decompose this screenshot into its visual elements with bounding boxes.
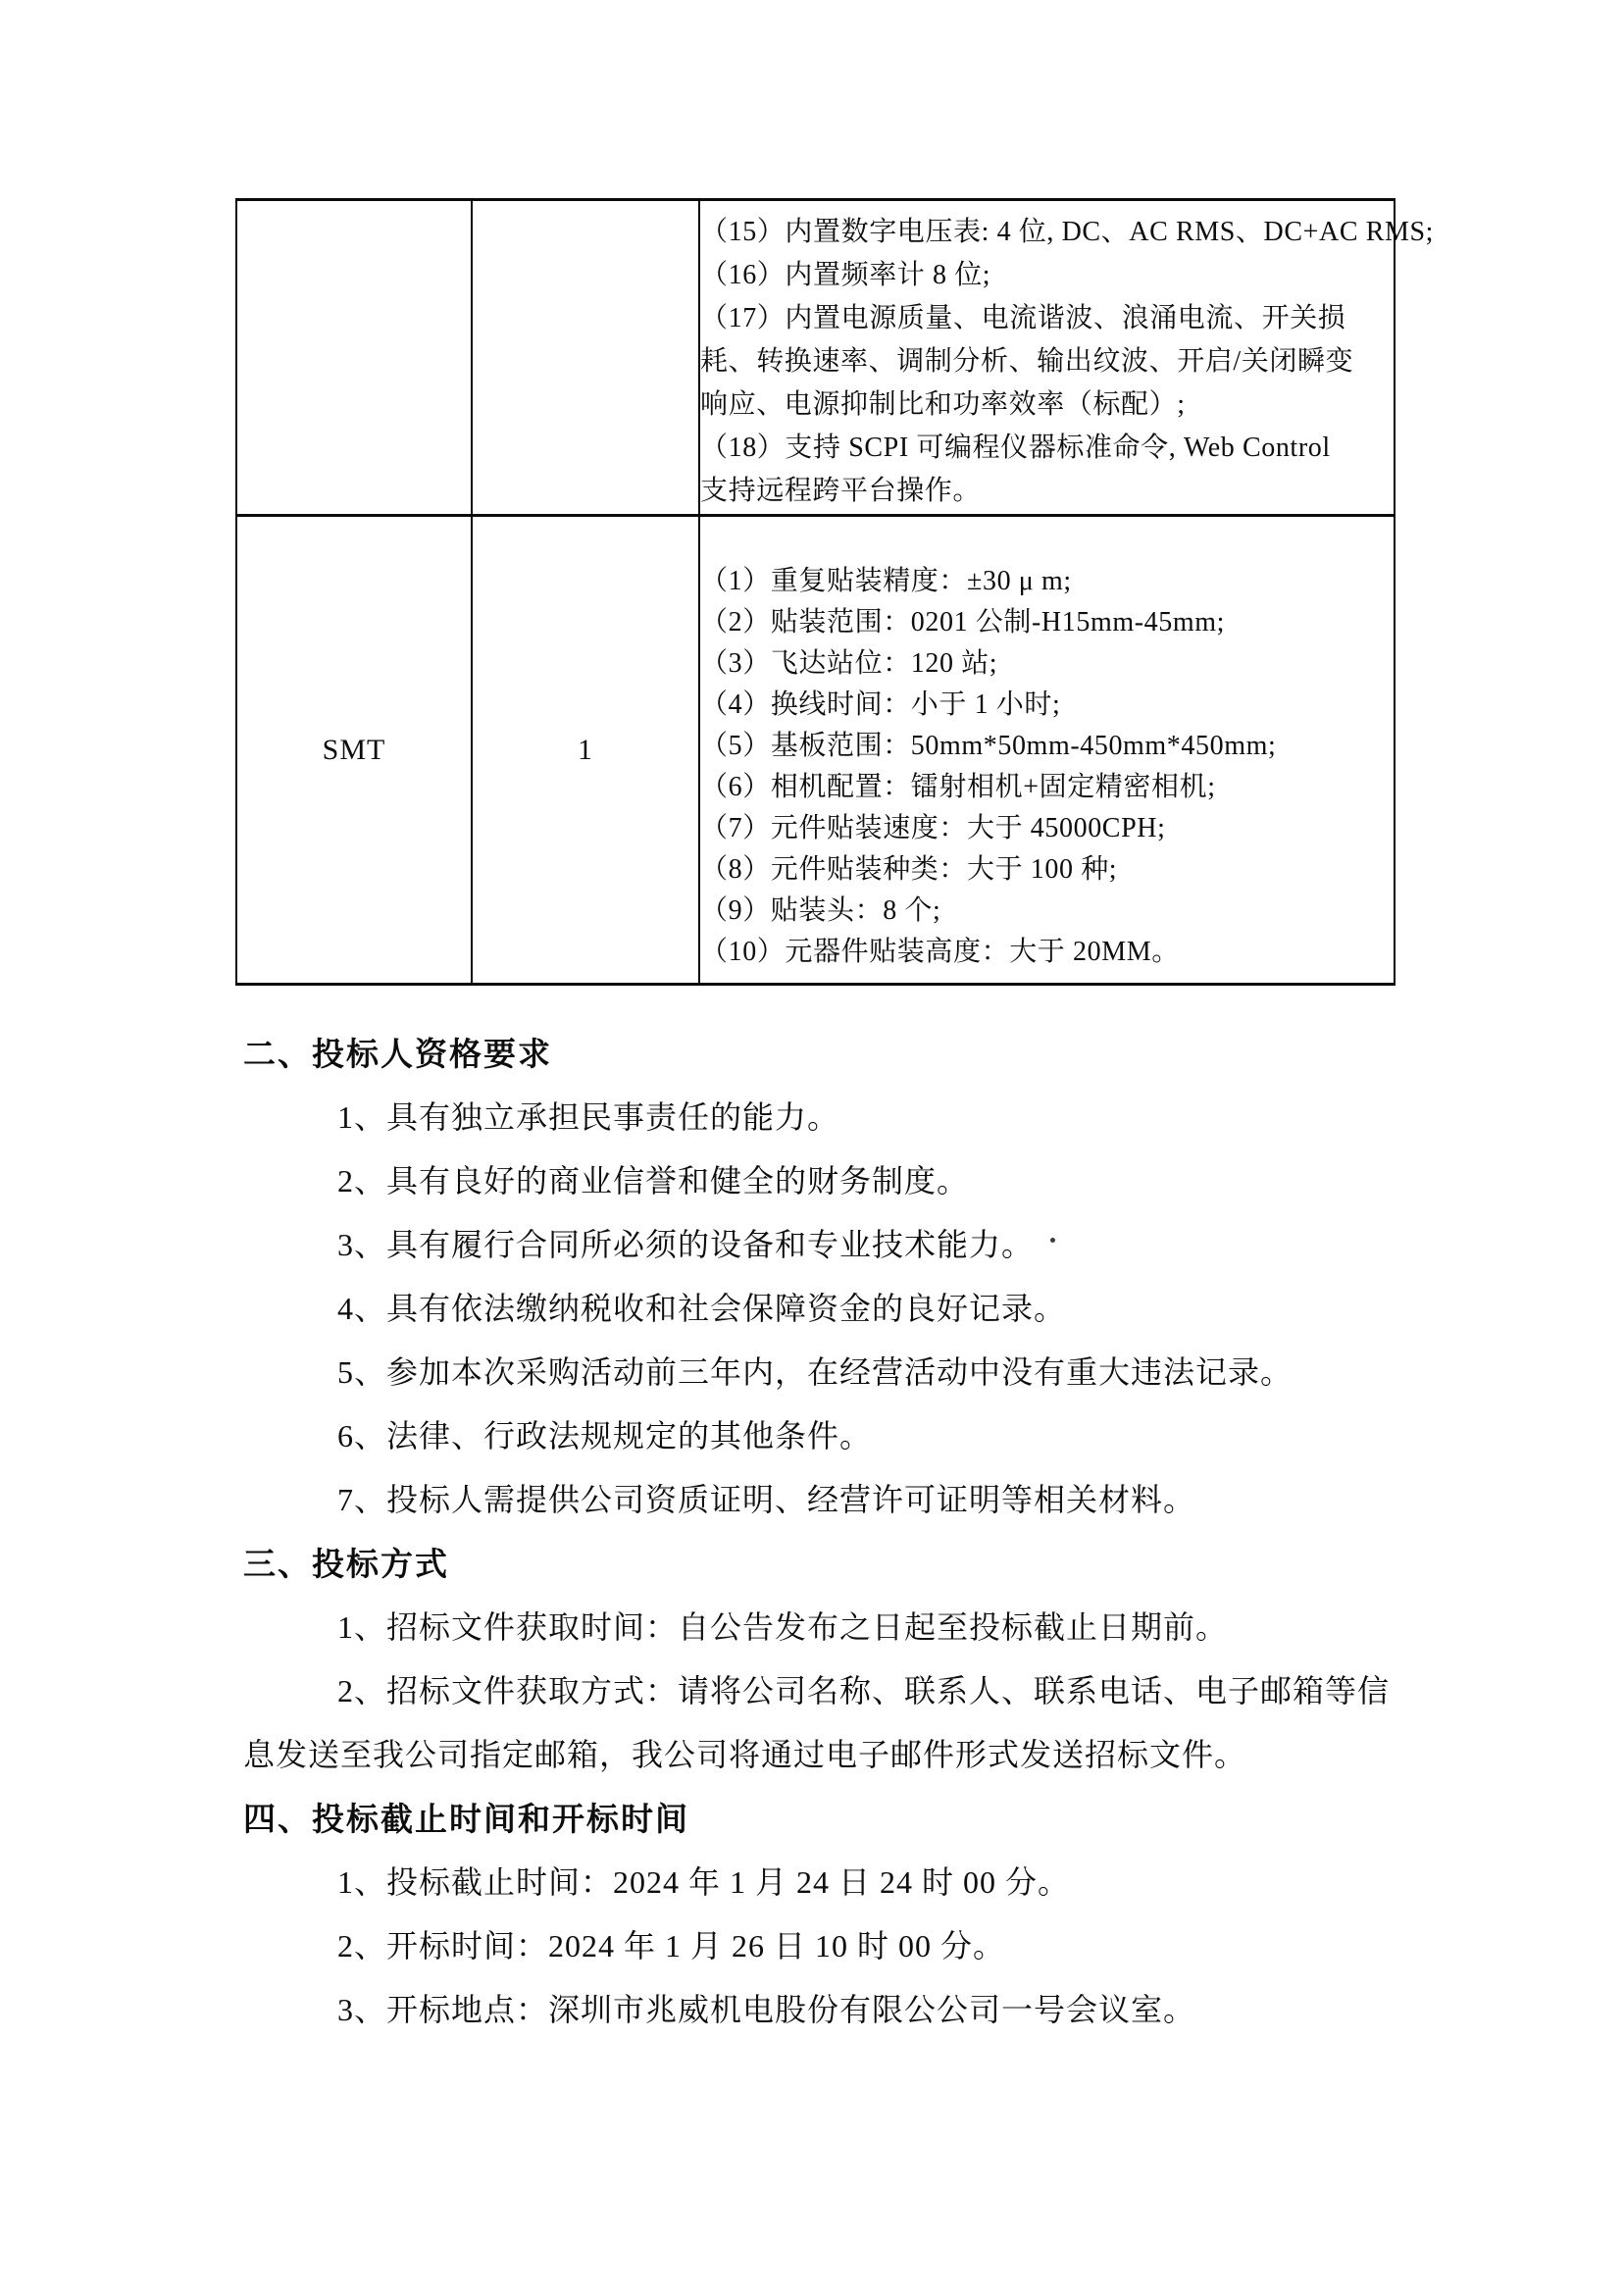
spec-line: （8）元件贴装种类：大于 100 种; <box>700 853 1118 885</box>
body-line: 息发送至我公司指定邮箱，我公司将通过电子邮件形式发送招标文件。 <box>243 1737 1247 1772</box>
spec-line: （4）换线时间：小于 1 小时; <box>700 688 1061 720</box>
spec-line: 响应、电源抑制比和功率效率（标配）; <box>700 389 1186 420</box>
body-line: 5、参加本次采购活动前三年内，在经营活动中没有重大违法记录。 <box>337 1354 1294 1390</box>
table-row-smt <box>236 516 1395 985</box>
quantity-cell: 1 <box>472 516 699 985</box>
spec-list <box>700 561 1394 973</box>
body-line: 2、招标文件获取方式：请将公司名称、联系人、联系电话、电子邮箱等信 <box>337 1673 1391 1708</box>
section-heading: 四、投标截止时间和开标时间 <box>243 1801 689 1837</box>
scan-speck-artifact <box>1050 1238 1055 1243</box>
section-heading: 三、投标方式 <box>243 1546 449 1582</box>
body-line: 2、开标时间：2024 年 1 月 26 日 10 时 00 分。 <box>337 1928 1006 1963</box>
section-heading: 二、投标人资格要求 <box>243 1036 552 1072</box>
body-line: 4、具有依法缴纳税收和社会保障资金的良好记录。 <box>337 1291 1067 1326</box>
spec-line: （17）内置电源质量、电流谐波、浪涌电流、开关损 <box>700 303 1346 333</box>
spec-table <box>235 198 1435 986</box>
spec-line: （18）支持 SCPI 可编程仪器标准命令, Web Control <box>700 433 1331 463</box>
spec-line: 支持远程跨平台操作。 <box>700 476 982 506</box>
spec-line: （9）贴装头：8 个; <box>700 894 941 926</box>
spec-line: （1）重复贴装精度：±30 μ m; <box>700 565 1072 596</box>
spec-line: （5）基板范围：50mm*50mm-450mm*450mm; <box>700 730 1277 761</box>
body-text <box>243 1022 1410 2042</box>
spec-line: （2）贴装范围：0201 公制-H15mm-45mm; <box>700 606 1225 637</box>
device-name-cell <box>236 200 472 516</box>
spec-line: （16）内置频率计 8 位; <box>700 260 991 290</box>
table-row-continued <box>236 200 1395 516</box>
spec-line: （15）内置数字电压表: 4 位, DC、AC RMS、DC+AC RMS; <box>700 217 1435 247</box>
spec-cell <box>699 516 1395 985</box>
body-line: 3、具有履行合同所必须的设备和专业技术能力。 <box>337 1227 1035 1262</box>
body-line: 7、投标人需提供公司资质证明、经营许可证明等相关材料。 <box>337 1482 1196 1517</box>
body-line: 6、法律、行政法规规定的其他条件。 <box>337 1418 873 1453</box>
device-name-cell: SMT <box>236 516 472 985</box>
body-line: 3、开标地点：深圳市兆威机电股份有限公公司一号会议室。 <box>337 1992 1196 2027</box>
body-line: 1、招标文件获取时间：自公告发布之日起至投标截止日期前。 <box>337 1609 1229 1645</box>
spec-line: （10）元器件贴装高度：大于 20MM。 <box>700 936 1180 967</box>
spec-line: （6）相机配置：镭射相机+固定精密相机; <box>700 771 1216 802</box>
spec-line: 耗、转换速率、调制分析、输出纹波、开启/关闭瞬变 <box>700 346 1354 377</box>
spec-line: （7）元件贴装速度：大于 45000CPH; <box>700 812 1166 843</box>
body-line: 1、投标截止时间：2024 年 1 月 24 日 24 时 00 分。 <box>337 1864 1071 1900</box>
spec-cell <box>699 200 1435 516</box>
body-line: 2、具有良好的商业信誉和健全的财务制度。 <box>337 1163 970 1198</box>
body-line: 1、具有独立承担民事责任的能力。 <box>337 1099 840 1135</box>
spec-list <box>700 211 1435 513</box>
quantity-cell <box>472 200 699 516</box>
spec-line: （3）飞达站位：120 站; <box>700 647 998 679</box>
